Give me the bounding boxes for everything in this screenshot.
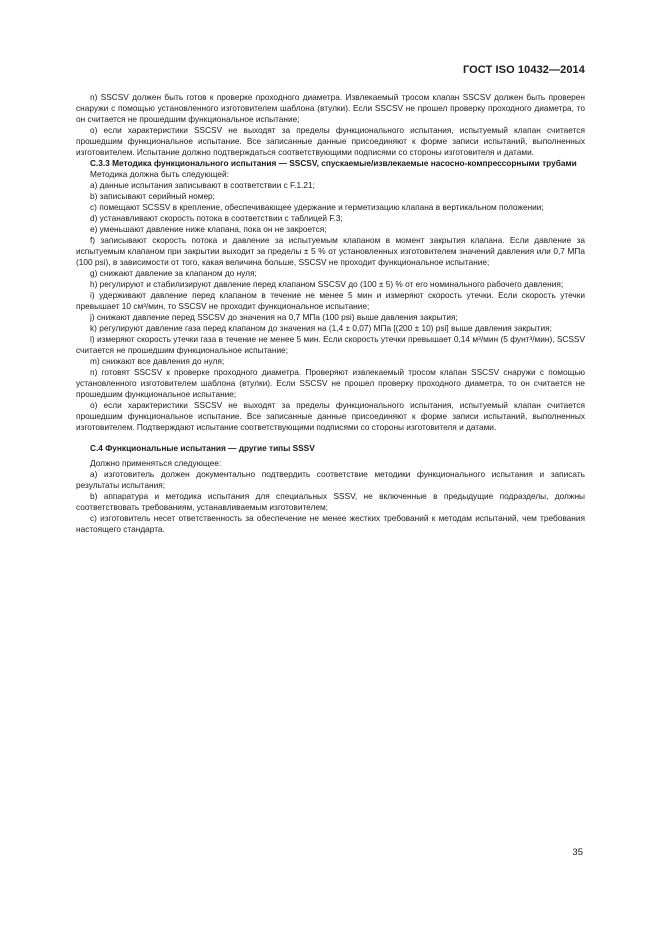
list-item: f) записывают скорость потока и давление за испытуемым клапаном в момент закрытия клапана. Если давление за испытуемым клапаном при закрытии выходит за пределы ± 5 % от установленных изготовителем значений давления или 0,7 МПа (100 psi), в зависимости от того, какая величина больше, SSCSV не проходит функциональное испытание; [76, 235, 585, 267]
section-heading: С.3.3 Методика функционального испытания — SSCSV, спускаемые/извлекаемые насосно-компрессорными трубами [90, 158, 577, 168]
list-item: d) устанавливают скорость потока в соответствии с таблицей F.3; [90, 213, 343, 223]
paragraph: Должно применяться следующее: [90, 458, 222, 468]
list-item: k) регулируют давление газа перед клапаном до значения на (1,4 ± 0,07) МПа [(200 ± 10) psi] выше давления закрытия; [90, 323, 552, 333]
list-item: g) снижают давление за клапаном до нуля; [90, 268, 257, 278]
list-item: n) готовят SSCSV к проверке проходного диаметра. Проверяют извлекаемый тросом клапан SSCSV снаружи с помощью установленного изготовителем шаблона (втулки). Если SSCSV не прошел проверку проходного диаметра, то он считается не прошедшим функциональное испытание; [76, 367, 585, 399]
list-item: a) данные испытания записывают в соответствии с F.1.21; [90, 180, 315, 190]
list-item: e) уменьшают давление ниже клапана, пока он не закроется; [90, 224, 327, 234]
list-item: b) аппаратура и методика испытания для специальных SSSV, не включенные в предыдущие подразделы, должны соответствовать требованиям, устанавливаемым изготовителем; [76, 491, 585, 512]
document-header: ГОСТ ISO 10432—2014 [462, 64, 585, 76]
paragraph: o) если характеристики SSCSV не выходят за пределы функционального испытания, испытуемый клапан считается прошедшим функциональное испытание. Все записанные данные присоединяют к форме записи испытаний, выполненных изготовителем. Испытание должно подтверждаться соответствующими подписями со стороны изготовителя и датами. [76, 125, 585, 157]
list-item: m) снижают все давления до нуля; [90, 356, 225, 366]
list-item: a) изготовитель должен документально подтвердить соответствие методики функционального испытания и записать результаты испытания; [76, 469, 585, 490]
paragraph: n) SSCSV должен быть готов к проверке проходного диаметра. Извлекаемый тросом клапан SSCSV должен быть проверен снаружи с помощью установленного изготовителем шаблона (втулки). Если SSCSV не прошел проверку проходного диаметра, то он считается не прошедшим функциональное испытание; [76, 92, 585, 124]
paragraph: Методика должна быть следующей: [90, 169, 229, 179]
list-item: b) записывают серийный номер; [90, 191, 215, 201]
page-number: 35 [572, 847, 583, 858]
list-item: c) изготовитель несет ответственность за обеспечение не менее жестких требований к методам испытаний, чем требования настоящего стандарта. [76, 513, 585, 534]
list-item: o) если характеристики SSCSV не выходят за пределы функционального испытания, испытуемый клапан считается прошедшим функциональное испытание. Все записанные данные присоединяют к форме записи испытаний, выполненных изготовителем. Подтверждают испытание соответствующими подписями со стороны изготовителя и датами. [76, 400, 585, 432]
list-item: h) регулируют и стабилизируют давление перед клапаном SSCSV до (100 ± 5) % от его номинального рабочего давления; [90, 279, 564, 289]
list-item: c) помещают SCSSV в крепление, обеспечивающее удержание и герметизацию клапана в вертикальном положении; [90, 202, 544, 212]
list-item: i) удерживают давление перед клапаном в течение не менее 5 мин и измеряют скорость утечки. Если скорость утечки превышает 10 см³/мин, то SSCSV не проходит функциональное испытание; [76, 290, 585, 311]
list-item: l) измеряют скорость утечки газа в течение не менее 5 мин. Если скорость утечки превышает 0,14 м³/мин (5 фунт³/мин), SCSSV считается не прошедшим функциональное испытание; [76, 334, 585, 355]
document-body [76, 92, 585, 535]
section-heading: С.4 Функциональные испытания — другие типы SSSV [90, 443, 315, 453]
list-item: j) снижают давление перед SSCSV до значения на 0,7 МПа (100 psi) выше давления закрытия; [90, 312, 458, 322]
